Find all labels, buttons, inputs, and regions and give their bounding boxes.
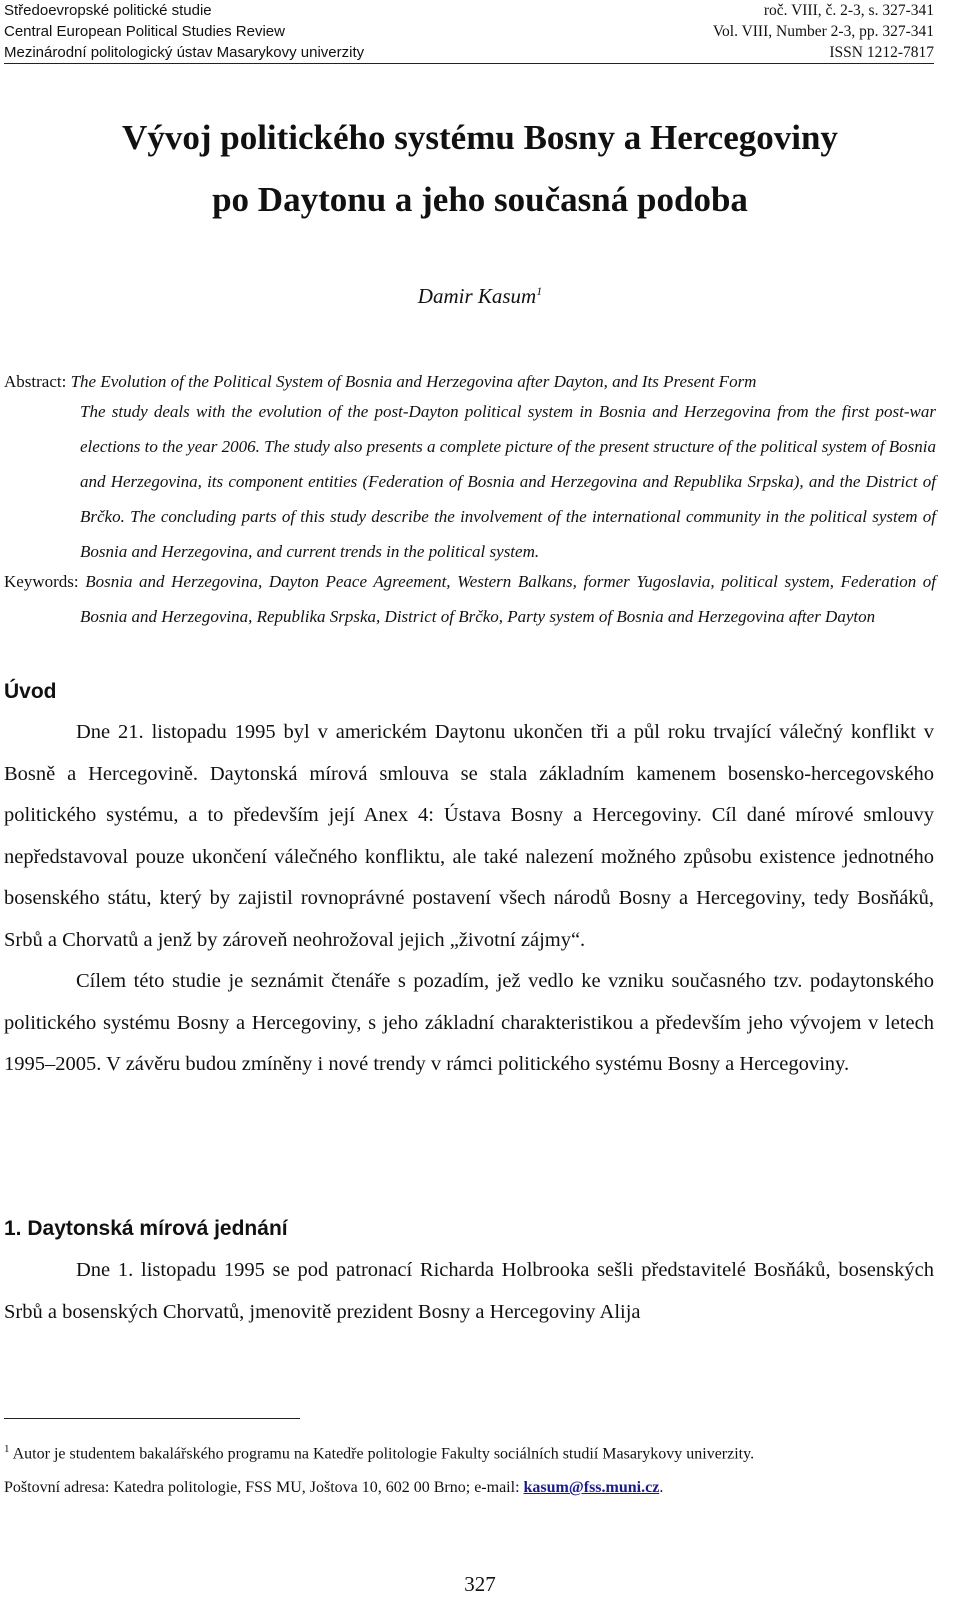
title-line-1: Vývoj politického systému Bosny a Hercegoviny	[122, 118, 838, 157]
author-footnote-mark[interactable]: 1	[536, 284, 543, 298]
issn: ISSN 1212-7817	[829, 44, 934, 61]
footnote-rule	[4, 1418, 300, 1419]
volume-en: Vol. VIII, Number 2-3, pp. 327-341	[712, 23, 934, 40]
journal-name-en: Central European Political Studies Review	[4, 23, 285, 40]
intro-paragraph-2: Cílem této studie je seznámit čtenáře s pozadím, jež vedlo ke vzniku současného tzv. podaytonského politického systému Bosny a Hercegoviny, s jeho základní charakteristikou a především jeho vývojem v letech 1995–2005. V závěru budou zmíněny i nové trendy v rámci politického systému Bosny a Hercegoviny.	[4, 970, 934, 1075]
keywords-text: Bosnia and Herzegovina, Dayton Peace Agreement, Western Balkans, former Yugoslavia, political system, Federation of Bosnia and Herzegovina, Republika Srpska, District of Brčko, Party system of Bosnia and Herzegovina after Dayton	[80, 572, 937, 626]
keywords	[4, 564, 936, 634]
section-1-body	[4, 1250, 934, 1333]
footnote-address: Poštovní adresa: Katedra politologie, FSS MU, Joštova 10, 602 00 Brno; e-mail:	[4, 1479, 524, 1497]
header-rule	[4, 63, 934, 64]
author-name: Damir Kasum	[417, 284, 537, 308]
footnote-line-2	[4, 1471, 934, 1505]
abstract-label: Abstract:	[4, 372, 67, 391]
publisher: Mezinárodní politologický ústav Masarykovy univerzity	[4, 44, 365, 61]
page-number: 327	[464, 1572, 496, 1596]
running-header	[4, 0, 934, 66]
intro-heading: Úvod	[4, 680, 57, 703]
section-1-heading: 1. Daytonská mírová jednání	[4, 1217, 288, 1240]
abstract-title: The Evolution of the Political System of Bosnia and Herzegovina after Dayton, and Its Present Form	[70, 372, 757, 391]
volume-cz: roč. VIII, č. 2-3, s. 327-341	[763, 2, 934, 19]
author	[0, 284, 960, 309]
email-link[interactable]: kasum@fss.muni.cz	[523, 1479, 660, 1497]
header-row-1	[4, 0, 934, 21]
footnote-text-1: Autor je studentem bakalářského programu na Katedře politologie Fakulty sociálních studií Masarykovy univerzity.	[12, 1445, 755, 1463]
title-line-2: po Daytonu a jeho současná podoba	[212, 180, 748, 219]
journal-name-cz: Středoevropské politické studie	[4, 2, 212, 19]
header-row-2	[4, 21, 934, 42]
footnote	[4, 1432, 934, 1505]
intro-body	[4, 712, 934, 1086]
abstract-text: The study deals with the evolution of the post-Dayton political system in Bosnia and Herzegovina from the first post-war elections to the year 2006. The study also presents a complete picture of the present structure of the political system of Bosnia and Herzegovina, its component entities (Federation of Bosnia and Herzegovina and Republika Srpska), and the District of Brčko. The concluding parts of this study describe the involvement of the international community in the political system of Bosnia and Herzegovina, and current trends in the political system.	[80, 402, 936, 561]
article-title	[0, 107, 960, 231]
header-row-3	[4, 42, 934, 63]
section-1-paragraph-1: Dne 1. listopadu 1995 se pod patronací Richarda Holbrooka sešli představitelé Bosňáků, bosenských Srbů a bosenských Chorvatů, jmenovitě prezident Bosny a Hercegoviny Alija	[4, 1259, 934, 1323]
footnote-line-1	[4, 1432, 934, 1471]
keywords-label: Keywords:	[4, 572, 79, 591]
abstract-body	[80, 394, 936, 569]
footnote-end: .	[659, 1479, 664, 1497]
footnote-mark: 1	[4, 1443, 10, 1455]
intro-paragraph-1: Dne 21. listopadu 1995 byl v americkém Daytonu ukončen tři a půl roku trvající válečný konflikt v Bosně a Hercegovině. Daytonská mírová smlouva se stala základním kamenem bosensko-hercegovského politického systému, a to především její Anex 4: Ústava Bosny a Hercegoviny. Cíl dané mírové smlouvy nepředstavoval pouze ukončení válečného konfliktu, ale také nalezení možného způsobu existence jednotného bosenského státu, který by zajistil rovnoprávné postavení všech národů Bosny a Hercegoviny, tedy Bosňáků, Srbů a Chorvatů a jenž by zároveň neohrožoval jejich „životní zájmy“.	[4, 721, 934, 951]
